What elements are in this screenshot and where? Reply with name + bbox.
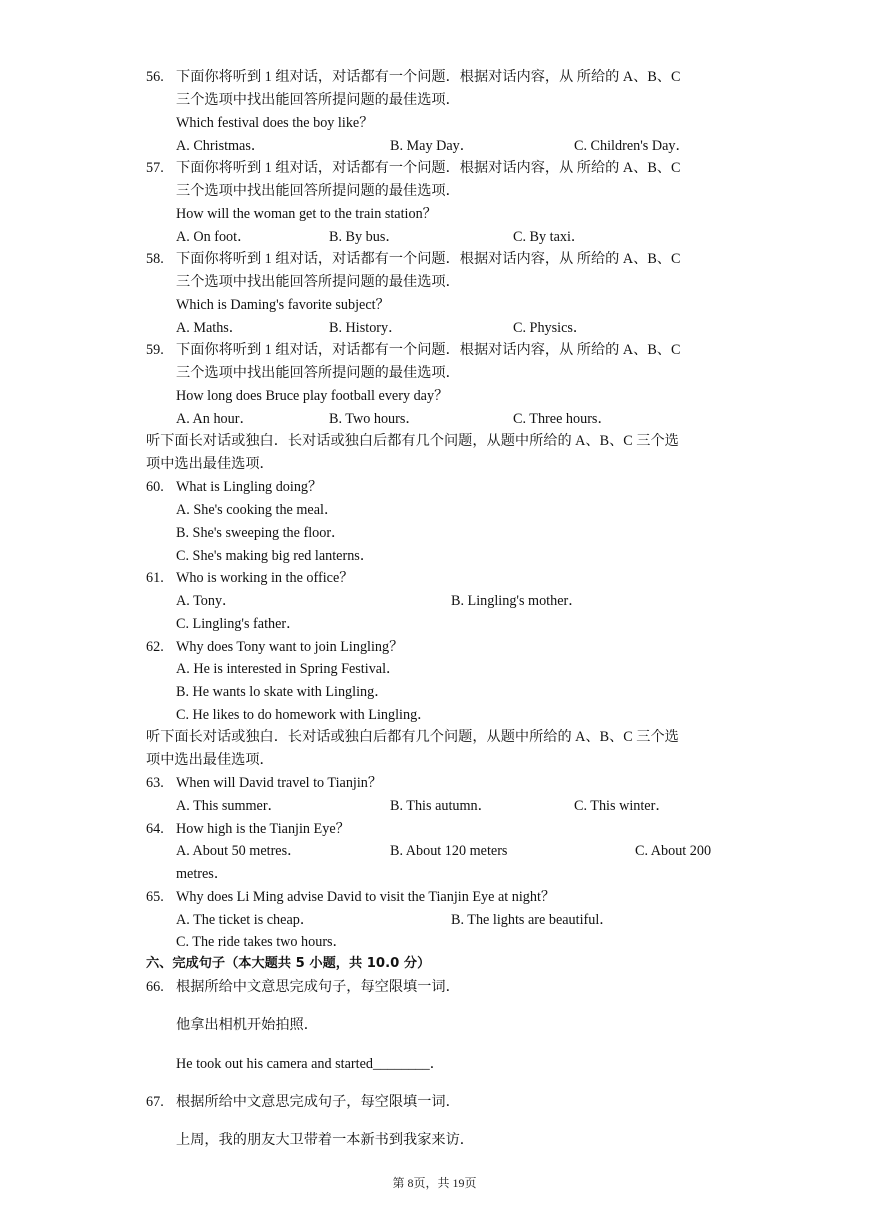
question-number: 58. xyxy=(146,251,164,267)
option-a: A. She's cooking the meal． xyxy=(176,502,339,518)
option-a: A. The ticket is cheap． xyxy=(176,912,315,928)
option-b: B. By bus． xyxy=(329,229,400,245)
option-a: A. About 50 metres． xyxy=(176,843,302,859)
option-b: B. About 120 meters xyxy=(390,843,508,859)
instruction-text-cont: 三个选项中找出能回答所提问题的最佳选项． xyxy=(176,274,460,290)
option-a: A. Tony． xyxy=(176,593,237,609)
question-number: 64. xyxy=(146,821,164,837)
section-heading: 六、完成句子（本大题共 5 小题，共 10.0 分） xyxy=(146,956,431,971)
option-c: C. Lingling's father． xyxy=(176,616,301,632)
option-b: B. She's sweeping the floor． xyxy=(176,525,346,541)
question-text: How will the woman get to the train station？ xyxy=(176,206,437,222)
option-a: A. He is interested in Spring Festival． xyxy=(176,661,401,677)
instruction-text-cont: 三个选项中找出能回答所提问题的最佳选项． xyxy=(176,92,460,108)
option-c: C. Children's Day． xyxy=(574,138,690,154)
option-c: C. He likes to do homework with Lingling． xyxy=(176,707,432,723)
option-b: B. The lights are beautiful． xyxy=(451,912,614,928)
question-number: 56. xyxy=(146,69,164,85)
option-c: C. She's making big red lanterns． xyxy=(176,548,375,564)
option-b: B. May Day． xyxy=(390,138,474,154)
question-number: 67. xyxy=(146,1094,164,1110)
question-number: 59. xyxy=(146,342,164,358)
option-b: B. History． xyxy=(329,320,403,336)
question-number: 61. xyxy=(146,570,164,586)
section-intro: 听下面长对话或独白．长对话或独白后都有几个问题，从题中所给的 A、B、C 三个选 xyxy=(146,729,679,745)
instruction-text: 根据所给中文意思完成句子，每空限填一词． xyxy=(176,979,460,995)
option-b: B. He wants lo skate with Lingling． xyxy=(176,684,389,700)
option-c: C. The ride takes two hours． xyxy=(176,934,347,950)
question-number: 66. xyxy=(146,979,164,995)
instruction-text: 下面你将听到 1 组对话，对话都有一个问题．根据对话内容，从 所给的 A、B、C xyxy=(176,342,681,358)
option-b: B. This autumn． xyxy=(390,798,492,814)
option-a: A. Christmas． xyxy=(176,138,266,154)
option-c: C. About 200 xyxy=(635,843,712,859)
section-intro: 听下面长对话或独白．长对话或独白后都有几个问题，从题中所给的 A、B、C 三个选 xyxy=(146,433,679,449)
english-sentence: He took out his camera and started________． xyxy=(176,1056,444,1072)
question-text: When will David travel to Tianjin？ xyxy=(176,775,383,791)
instruction-text: 根据所给中文意思完成句子，每空限填一词． xyxy=(176,1094,460,1110)
option-c: C. By taxi． xyxy=(513,229,586,245)
instruction-text-cont: 三个选项中找出能回答所提问题的最佳选项． xyxy=(176,365,460,381)
instruction-text: 下面你将听到 1 组对话，对话都有一个问题．根据对话内容，从 所给的 A、B、C xyxy=(176,69,681,85)
question-number: 63. xyxy=(146,775,164,791)
section-intro-cont: 项中选出最佳选项． xyxy=(146,752,274,768)
question-text: What is Lingling doing？ xyxy=(176,479,323,495)
question-text: How long does Bruce play football every day？ xyxy=(176,388,449,404)
question-text: Why does Tony want to join Lingling？ xyxy=(176,639,404,655)
instruction-text-cont: 三个选项中找出能回答所提问题的最佳选项． xyxy=(176,183,460,199)
question-number: 62. xyxy=(146,639,164,655)
option-b: B. Two hours． xyxy=(329,411,420,427)
option-b: B. Lingling's mother． xyxy=(451,593,583,609)
option-c: C. Three hours． xyxy=(513,411,612,427)
section-intro-cont: 项中选出最佳选项． xyxy=(146,456,274,472)
instruction-text: 下面你将听到 1 组对话，对话都有一个问题．根据对话内容，从 所给的 A、B、C xyxy=(176,251,681,267)
option-c-wrap: metres． xyxy=(176,866,229,882)
question-text: Who is working in the office？ xyxy=(176,570,354,586)
question-number: 57. xyxy=(146,160,164,176)
question-number: 65. xyxy=(146,889,164,905)
question-text: Which festival does the boy like？ xyxy=(176,115,374,131)
chinese-sentence: 他拿出相机开始拍照． xyxy=(176,1017,318,1033)
page-footer: 第 8页，共 19页 xyxy=(392,1176,477,1190)
option-c: C. This winter． xyxy=(574,798,670,814)
option-a: A. Maths． xyxy=(176,320,243,336)
instruction-text: 下面你将听到 1 组对话，对话都有一个问题．根据对话内容，从 所给的 A、B、C xyxy=(176,160,681,176)
option-c: C. Physics． xyxy=(513,320,588,336)
chinese-sentence: 上周，我的朋友大卫带着一本新书到我家来访． xyxy=(176,1132,474,1148)
question-text: How high is the Tianjin Eye？ xyxy=(176,821,350,837)
option-a: A. This summer． xyxy=(176,798,282,814)
option-a: A. On foot． xyxy=(176,229,252,245)
question-text: Which is Daming's favorite subject？ xyxy=(176,297,390,313)
option-a: A. An hour． xyxy=(176,411,254,427)
question-number: 60. xyxy=(146,479,164,495)
question-text: Why does Li Ming advise David to visit the Tianjin Eye at night？ xyxy=(176,889,556,905)
